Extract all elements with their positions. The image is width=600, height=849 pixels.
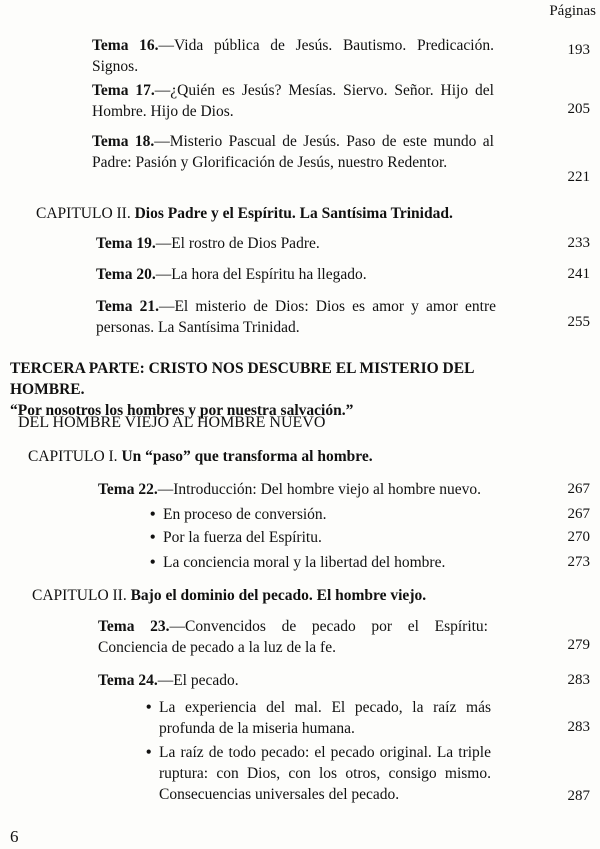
toc-subentry[interactable] — [146, 697, 491, 739]
column-header-paginas: Páginas — [549, 3, 596, 19]
page-number: 193 — [567, 42, 590, 58]
page-number: 233 — [567, 235, 590, 251]
chapter-prefix: CAPITULO I. — [28, 448, 118, 465]
part-title: TERCERA PARTE: CRISTO NOS DESCUBRE EL MISTERIO DEL HOMBRE. — [10, 360, 474, 398]
chapter-heading — [28, 446, 373, 467]
page-number: 287 — [567, 788, 590, 804]
page-number: 283 — [567, 719, 590, 735]
bullet-icon: • — [146, 744, 152, 761]
bullet-icon: • — [150, 529, 156, 546]
page-number: 221 — [567, 169, 590, 185]
page-number: 267 — [567, 506, 590, 522]
part-subtitle: “Por nosotros los hombres y por nuestra salvación.” — [10, 402, 354, 419]
toc-entry-tema-20[interactable] — [96, 264, 496, 285]
entry-text: —El rostro de Dios Padre. — [155, 235, 320, 252]
chapter-title: Bajo el dominio del pecado. El hombre viejo. — [130, 587, 427, 604]
entry-label: Tema 20. — [96, 266, 156, 283]
page-number: 267 — [567, 481, 590, 497]
toc-entry-tema-24[interactable] — [98, 670, 488, 691]
entry-text: —El pecado. — [157, 672, 239, 689]
toc-entry-tema-16[interactable] — [92, 35, 494, 77]
entry-label: Tema 16. — [92, 37, 159, 54]
entry-text: —El misterio de Dios: Dios es amor y amor entre personas. La Santísima Trinidad. — [96, 298, 496, 336]
entry-text: —Misterio Pascual de Jesús. Paso de este mundo al Padre: Pasión y Glorificación de Jesús, nuestro Redentor. — [92, 133, 494, 171]
toc-subentry[interactable] — [146, 742, 491, 805]
footer-page-number: 6 — [10, 827, 19, 846]
page-number: 270 — [567, 529, 590, 545]
page-number: 205 — [567, 101, 590, 117]
subentry-text: Por la fuerza del Espíritu. — [163, 529, 322, 546]
subentry-text: La conciencia moral y la libertad del hombre. — [163, 554, 446, 571]
page-number: 241 — [567, 266, 590, 282]
entry-text: —¿Quién es Jesús? Mesías. Siervo. Señor. Hijo del Hombre. Hijo de Dios. — [92, 82, 494, 120]
entry-label: Tema 17. — [92, 82, 155, 99]
toc-entry-tema-21[interactable] — [96, 296, 496, 338]
toc-entry-tema-23[interactable] — [98, 616, 488, 658]
chapter-title: Un “paso” que transforma al hombre. — [121, 448, 373, 465]
toc-entry-tema-17[interactable] — [92, 80, 494, 122]
bullet-icon: • — [146, 699, 152, 716]
toc-entry-tema-19[interactable] — [96, 233, 496, 254]
page-number: 273 — [567, 554, 590, 570]
chapter-prefix: CAPITULO II. — [36, 205, 131, 222]
entry-label: Tema 23. — [98, 618, 170, 635]
chapter-heading — [32, 585, 426, 606]
chapter-heading — [36, 203, 453, 224]
entry-label: Tema 24. — [98, 672, 158, 689]
bullet-icon: • — [150, 506, 156, 523]
page-number: 279 — [567, 637, 590, 653]
chapter-title: Dios Padre y el Espíritu. La Santísima Trinidad. — [134, 205, 453, 222]
page-number: 255 — [567, 314, 590, 330]
entry-text: —Convencidos de pecado por el Espíritu: Conciencia de pecado a la luz de la fe. — [98, 618, 488, 656]
entry-label: Tema 19. — [96, 235, 156, 252]
page-number: 283 — [567, 672, 590, 688]
subentry-text: La raíz de todo pecado: el pecado original. La triple ruptura: con Dios, con los otros, consigo mismo. Consecuencias universales del pecado. — [159, 744, 491, 803]
section-heading: DEL HOMBRE VIEJO AL HOMBRE NUEVO — [18, 414, 326, 431]
chapter-prefix: CAPITULO II. — [32, 587, 127, 604]
entry-label: Tema 22. — [98, 481, 158, 498]
subentry-text: En proceso de conversión. — [163, 506, 327, 523]
bullet-icon: • — [150, 554, 156, 571]
subentry-text: La experiencia del mal. El pecado, la raíz más profunda de la miseria humana. — [159, 699, 491, 737]
entry-text: —Vida pública de Jesús. Bautismo. Predicación. Signos. — [92, 37, 494, 75]
entry-text: —La hora del Espíritu ha llegado. — [155, 266, 367, 283]
toc-entry-tema-22[interactable] — [98, 479, 508, 500]
entry-label: Tema 18. — [92, 133, 155, 150]
entry-text: —Introducción: Del hombre viejo al hombre nuevo. — [157, 481, 481, 498]
entry-label: Tema 21. — [96, 298, 159, 315]
toc-entry-tema-18[interactable] — [92, 131, 494, 173]
